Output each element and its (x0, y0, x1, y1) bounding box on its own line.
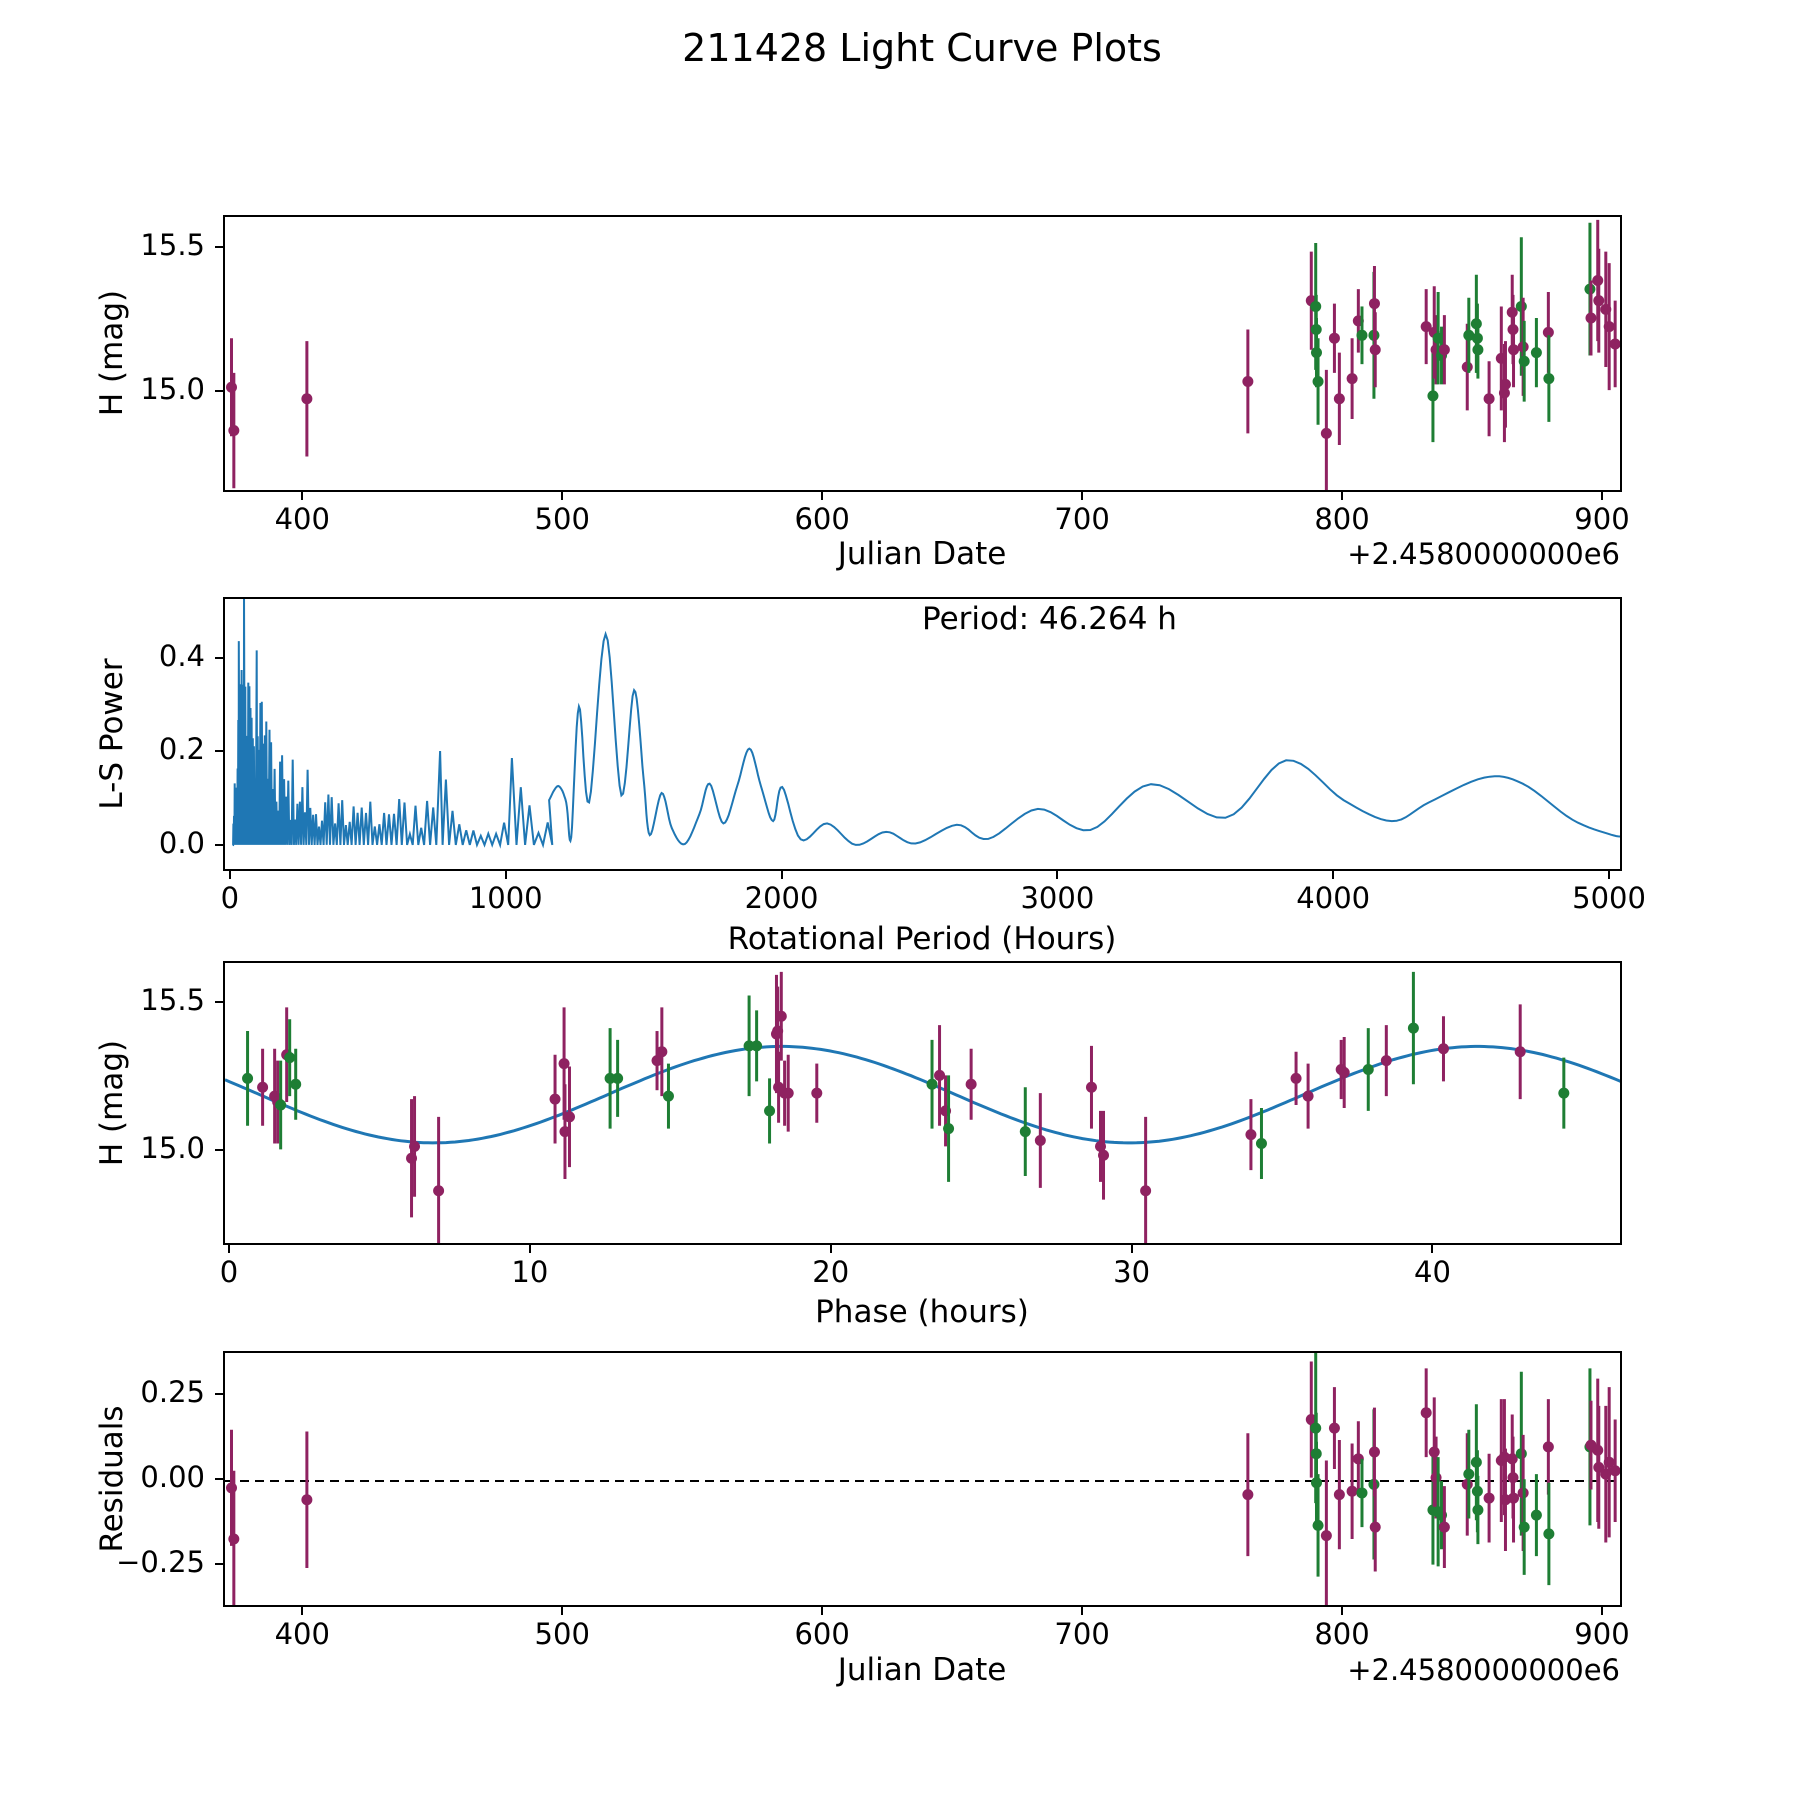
data-point-green (1313, 1474, 1324, 1576)
x-tick-mark (781, 871, 783, 879)
residuals-canvas (225, 1353, 1622, 1607)
y-tick-label: 15.5 (140, 983, 205, 1018)
data-point-purple (1508, 1454, 1519, 1543)
data-point-purple (226, 338, 237, 436)
x-tick-mark (505, 871, 507, 879)
periodogram-x-axis-label: Rotational Period (Hours) (727, 921, 1117, 957)
y-tick-label: 0.2 (158, 732, 205, 767)
lightcurve-x-offset-label: +2.4580000000e6 (1347, 537, 1620, 571)
data-point-purple (1515, 1004, 1526, 1099)
data-point-purple (1610, 301, 1621, 388)
data-point-purple (226, 1430, 237, 1546)
x-tick-label: 600 (794, 1617, 850, 1651)
x-tick-mark (1332, 871, 1334, 879)
y-tick-mark (215, 1149, 223, 1151)
x-tick-label: 1000 (468, 881, 543, 915)
x-tick-label: 30 (1113, 1255, 1151, 1289)
x-tick-label: 700 (1054, 1617, 1110, 1651)
data-point-purple (1438, 1016, 1449, 1081)
x-tick-mark (1431, 1245, 1433, 1253)
period-annotation: Period: 46.264 h (922, 601, 1177, 637)
x-tick-mark (1081, 492, 1083, 500)
data-point-purple (1381, 1025, 1392, 1096)
data-point-purple (1370, 312, 1381, 387)
x-tick-mark (301, 492, 303, 500)
data-point-purple (1035, 1093, 1046, 1188)
x-tick-mark (228, 1245, 230, 1253)
data-point-green (1363, 1028, 1374, 1111)
x-tick-label: 400 (274, 1617, 330, 1651)
x-tick-mark (821, 492, 823, 500)
data-point-purple (1321, 370, 1332, 492)
data-point-green (1256, 1108, 1267, 1179)
data-point-green (1472, 321, 1483, 379)
data-point-purple (301, 341, 312, 456)
x-tick-mark (561, 492, 563, 500)
data-point-purple (811, 1064, 822, 1123)
y-tick-label: 0.25 (140, 1374, 205, 1409)
data-point-purple (966, 1049, 977, 1120)
x-tick-label: 3000 (1020, 881, 1095, 915)
data-point-green (1558, 1058, 1569, 1129)
x-tick-label: 800 (1314, 1617, 1370, 1651)
data-point-purple (1245, 1099, 1256, 1170)
y-tick-label: 0.4 (158, 638, 205, 673)
y-tick-mark (215, 1563, 223, 1565)
x-tick-label: 4000 (1296, 881, 1371, 915)
x-tick-mark (1601, 492, 1603, 500)
data-point-purple (1242, 1433, 1253, 1556)
data-point-green (1020, 1087, 1031, 1176)
data-point-purple (1462, 1433, 1473, 1535)
figure-title: 211428 Light Curve Plots (682, 26, 1162, 70)
data-point-green (927, 1040, 938, 1129)
x-tick-mark (1341, 492, 1343, 500)
data-point-purple (1585, 1401, 1596, 1490)
lightcurve-canvas (225, 217, 1622, 492)
data-point-green (1408, 972, 1419, 1084)
data-point-purple (550, 1055, 561, 1144)
y-tick-label: 0.0 (158, 825, 205, 860)
data-point-purple (1347, 338, 1358, 419)
data-point-purple (1593, 1406, 1604, 1529)
data-point-green (242, 1031, 253, 1126)
x-tick-label: 400 (274, 502, 330, 536)
data-point-purple (1321, 1461, 1332, 1607)
periodogram-y-axis-label: L-S Power (94, 658, 130, 810)
x-tick-label: 900 (1574, 1617, 1630, 1651)
data-point-green (663, 1064, 674, 1129)
x-tick-mark (1131, 1245, 1133, 1253)
x-tick-label: 900 (1574, 502, 1630, 536)
x-tick-label: 0 (219, 1255, 239, 1289)
y-tick-label: 15.5 (140, 227, 205, 262)
periodogram-canvas (225, 599, 1622, 871)
data-point-green (751, 1010, 762, 1081)
data-point-green (1543, 1483, 1554, 1585)
x-tick-label: 0 (220, 881, 240, 915)
data-point-purple (1421, 1368, 1432, 1457)
x-tick-label: 500 (534, 1617, 590, 1651)
data-point-green (1531, 1474, 1542, 1556)
data-point-purple (1370, 1483, 1381, 1572)
y-tick-mark (215, 1478, 223, 1480)
x-tick-label: 600 (794, 502, 850, 536)
data-point-purple (1484, 1454, 1495, 1543)
y-tick-label: 15.0 (140, 372, 205, 406)
data-point-purple (301, 1432, 312, 1569)
y-tick-mark (215, 657, 223, 659)
lightcurve-x-axis-label: Julian Date (837, 536, 1007, 572)
x-tick-label: 10 (511, 1255, 549, 1289)
periodogram-plot-area (223, 597, 1622, 871)
phase-y-axis-label: H (mag) (94, 1039, 130, 1167)
x-tick-label: 20 (812, 1255, 850, 1289)
residuals-x-offset-label: +2.4580000000e6 (1347, 1653, 1620, 1687)
data-point-purple (433, 1117, 444, 1245)
y-tick-mark (215, 390, 223, 392)
data-point-purple (1593, 249, 1604, 353)
x-tick-mark (301, 1607, 303, 1615)
y-tick-mark (215, 750, 223, 752)
x-tick-mark (1601, 1607, 1603, 1615)
y-tick-label: 0.00 (140, 1460, 205, 1494)
lightcurve-plot-area (223, 215, 1622, 492)
data-point-purple (1242, 330, 1253, 434)
x-tick-mark (561, 1607, 563, 1615)
x-tick-label: 5000 (1572, 881, 1646, 915)
x-tick-mark (821, 1607, 823, 1615)
data-point-green (1463, 298, 1474, 373)
y-tick-mark (215, 1001, 223, 1003)
y-tick-label: 15.0 (140, 1131, 205, 1166)
data-point-purple (1508, 312, 1519, 387)
x-tick-label: 800 (1314, 502, 1370, 536)
y-tick-mark (215, 844, 223, 846)
x-tick-mark (830, 1245, 832, 1253)
x-tick-label: 500 (534, 502, 590, 536)
data-point-green (1543, 335, 1554, 422)
data-point-green (612, 1040, 623, 1117)
x-tick-mark (1056, 871, 1058, 879)
y-tick-mark (215, 246, 223, 248)
lightcurve-y-axis-label: H (mag) (94, 289, 130, 417)
x-tick-label: 700 (1054, 502, 1110, 536)
residuals-x-axis-label: Julian Date (837, 1652, 1007, 1688)
data-point-purple (1086, 1046, 1097, 1129)
residuals-plot-area (223, 1351, 1622, 1607)
data-point-purple (1303, 1064, 1314, 1129)
x-tick-mark (1081, 1607, 1083, 1615)
data-point-purple (1140, 1117, 1151, 1245)
x-tick-label: 40 (1414, 1255, 1451, 1289)
data-point-green (1472, 1476, 1483, 1544)
data-point-green (1463, 1430, 1474, 1519)
data-point-purple (1421, 289, 1432, 364)
data-point-purple (1484, 361, 1495, 436)
x-tick-label: 2000 (744, 881, 819, 915)
data-point-purple (1610, 1420, 1621, 1522)
x-tick-mark (229, 871, 231, 879)
x-tick-mark (1608, 871, 1610, 879)
data-point-green (1531, 318, 1542, 387)
x-tick-mark (529, 1245, 531, 1253)
data-point-purple (257, 1049, 268, 1126)
x-tick-mark (1341, 1607, 1343, 1615)
phase-canvas (225, 963, 1622, 1245)
residuals-y-axis-label: Residuals (94, 1405, 130, 1553)
phase-plot-area (223, 961, 1622, 1245)
y-tick-mark (215, 1393, 223, 1395)
y-tick-label: −0.25 (116, 1545, 205, 1580)
phase-x-axis-label: Phase (hours) (815, 1294, 1029, 1330)
